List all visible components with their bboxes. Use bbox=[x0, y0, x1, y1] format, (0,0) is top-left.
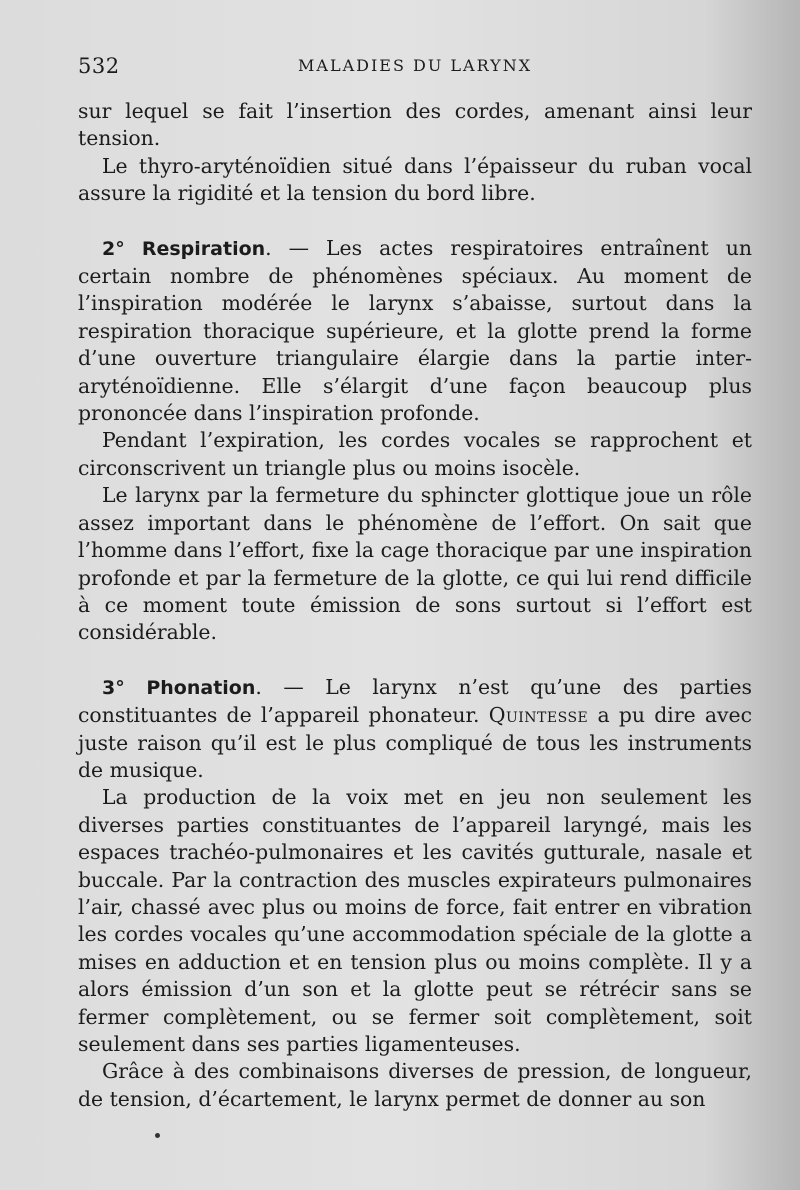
paragraph-continued: sur lequel se fait l’insertion des cordes, amenant ainsi leur tension. bbox=[78, 99, 752, 151]
section-respiration bbox=[78, 235, 752, 647]
phonation-lead-paragraph bbox=[78, 674, 752, 785]
book-page bbox=[78, 48, 752, 1113]
phonation-paragraph-combinations: Grâce à des combinaisons diverses de pression, de longueur, de tension, d’écartement, le larynx permet de donner au son bbox=[78, 1059, 752, 1111]
phonation-number: 3° bbox=[102, 676, 125, 699]
print-speck bbox=[155, 1133, 160, 1138]
paragraph-thyro-arytenoidien: Le thyro-aryténoïdien situé dans l’épaisseur du ruban vocal assure la rigidité et la tension du bord libre. bbox=[78, 153, 752, 206]
respiration-title: Respiration bbox=[141, 237, 266, 260]
page-header bbox=[78, 48, 752, 78]
respiration-paragraph-effort: Le larynx par la fermeture du sphincter glottique joue un rôle assez important dans le phénomène de l’effort. On sait que l’homme dans l’effort, fixe la cage thoracique par une inspiration profonde et par la fermeture de la glotte, ce qui lui rend difficile à ce moment toute émission de sons surtout si l’effort est considérable. bbox=[78, 483, 752, 645]
author-name: Quintesse bbox=[488, 703, 589, 728]
phonation-title: Phonation bbox=[146, 676, 256, 699]
running-title: MALADIES DU LARYNX bbox=[298, 56, 533, 75]
respiration-number: 2° bbox=[102, 237, 125, 260]
respiration-lead-text: . — Les actes respiratoires entraînent un certain nombre de phénomènes spéciaux. Au moment de l’inspiration modérée le larynx s’abaisse, surtout dans la respiration thoracique supérieure, et la glotte prend la forme d’une ouverture triangulaire élargie dans la partie inter-aryténoïdienne. Elle s’élargit d’une façon beaucoup plus prononcée dans l’inspiration profonde. bbox=[78, 235, 752, 426]
section-phonation bbox=[78, 674, 752, 1114]
phonation-lead-after: a pu dire avec juste raison qu’il est le plus compliqué de tous les instruments de musique. bbox=[78, 703, 753, 782]
phonation-paragraph-voice-production: La production de la voix met en jeu non seulement les diverses parties constituantes de l’appareil laryngé, mais les espaces trachéo-pulmonaires et les cavités gutturale, nasale et buccale. Par la contraction des muscles expirateurs pulmonaires l’air, chassé avec plus ou moins de force, fait entrer en vibration les cordes vocales qu’une accommodation spéciale de la glotte a mises en adduction et en tension plus ou moins complète. Il y a alors émission d’un son et la glotte peut se rétrécir sans se fermer complètement, ou se fermer soit complètement, soit seulement dans ses parties ligamenteuses. bbox=[78, 785, 752, 1056]
phonation-lead-before: . — Le larynx n’est qu’une des parties constituantes de l’appareil phonateur. bbox=[78, 674, 752, 728]
respiration-lead-paragraph bbox=[78, 235, 752, 428]
page-number: 532 bbox=[78, 54, 120, 78]
respiration-paragraph-expiration: Pendant l’expiration, les cordes vocales se rapprochent et circonscrivent un triangle plus ou moins isocèle. bbox=[78, 428, 752, 480]
respiration-heading bbox=[102, 238, 265, 260]
phonation-heading bbox=[102, 677, 255, 699]
body-text bbox=[78, 98, 752, 1113]
